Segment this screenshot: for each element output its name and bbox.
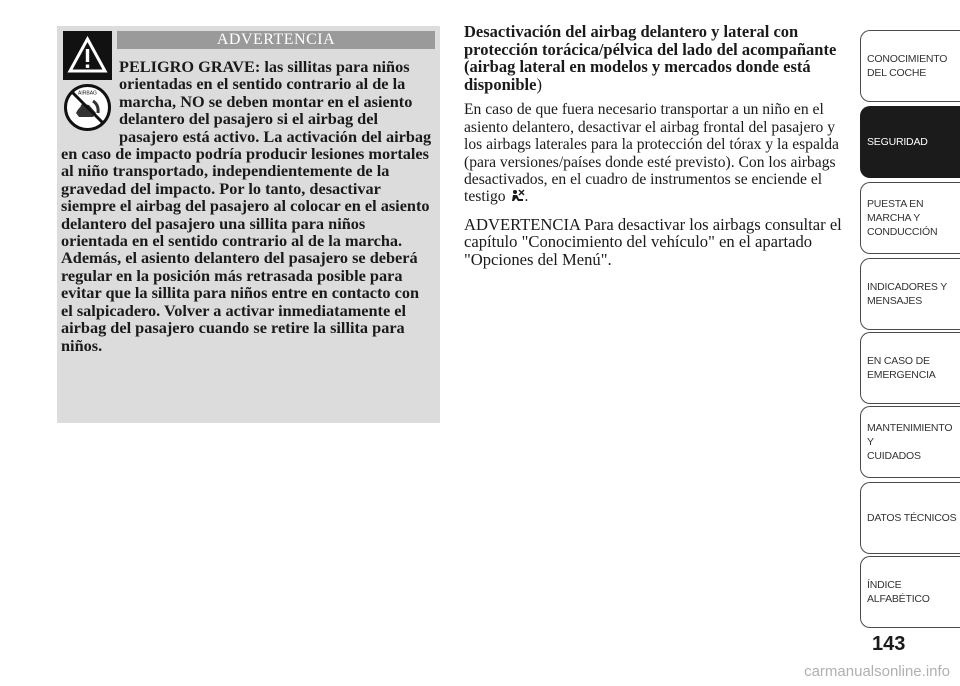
tab-puesta-en-marcha[interactable]: [860, 182, 960, 254]
tab-label: ALFABÉTICO: [867, 593, 930, 605]
tab-label: MARCHA Y: [867, 212, 921, 224]
tab-seguridad[interactable]: [860, 106, 960, 178]
advertencia-paragraph: ADVERTENCIA Para desactivar los airbags consultar el capítulo "Conocimiento del vehículo" en el apartado "Opciones del Menú".: [464, 214, 842, 269]
tab-label: DATOS TÉCNICOS: [867, 512, 957, 524]
tab-label: DEL COCHE: [867, 67, 927, 79]
tab-label: ÍNDICE: [867, 579, 902, 591]
tab-label: INDICADORES Y: [867, 281, 948, 293]
passenger-airbag-off-icon: [510, 189, 525, 203]
tab-label: CONDUCCIÓN: [867, 226, 938, 238]
warning-body: PELIGRO GRAVE: las sillitas para niños orientadas en el sentido contrario al de la marcha, NO se deben montar en el asiento delantero del pasajero si el airbag del pasajero está activo. La activación del airbag en caso de impacto podría producir lesiones mortales al niño transportado, independientemente de la gravedad del impacto. Por lo tanto, desactivar siempre el airbag del pasajero al colocar en el asiento delantero del pasajero una sillita para niños orientada en el sentido contrario al de la marcha. Además, el asiento delantero del pasajero se deberá regular en la posición más retrasada posible para evitar que la sillita para niños entre en contacto con el salpicadero. Volver a activar inmediatamente el airbag del pasajero cuando se retire la sillita para niños.: [61, 57, 432, 355]
tab-indicadores-y-mensajes[interactable]: [860, 258, 960, 330]
watermark: carmanualsonline.info: [804, 663, 950, 680]
deactivation-text-end: .: [524, 188, 529, 206]
tab-indice-alfabetico[interactable]: [860, 556, 960, 628]
tab-label: PUESTA EN: [867, 198, 924, 210]
tab-mantenimiento-y-cuidados[interactable]: [860, 406, 960, 478]
airbag-deactivation-section: [464, 23, 846, 269]
tab-datos-tecnicos[interactable]: [860, 482, 960, 554]
tab-label: EN CASO DE: [867, 355, 930, 367]
deactivation-paragraph: [464, 101, 846, 205]
page-number: 143: [872, 633, 906, 655]
section-title-text: Desactivación del airbag delantero y lateral con protección torácica/pélvica del lado del acompañante (airbag lateral en modelos y mercados donde está disponible: [464, 22, 837, 94]
airbag-label: AIRBAG: [78, 90, 97, 97]
deactivation-text: En caso de que fuera necesario transportar a un niño en el asiento delantero, desactivar el airbag frontal del pasajero y los airbags laterales para la protección del tórax y la espalda (para versiones/países donde esté previsto). Con los airbags desactivados, en el cuadro de instrumentos se enciende el testigo: [464, 101, 839, 206]
tab-label: CONOCIMIENTO: [867, 53, 948, 65]
tab-en-caso-de-emergencia[interactable]: [860, 332, 960, 404]
tab-label: CUIDADOS: [867, 450, 921, 462]
tab-conocimiento-del-coche[interactable]: [860, 30, 960, 102]
tab-label: SEGURIDAD: [867, 136, 928, 148]
tab-label: EMERGENCIA: [867, 369, 936, 381]
section-title-close: ): [536, 74, 542, 94]
tab-label: MANTENIMIENTO Y: [867, 422, 953, 448]
tab-label: MENSAJES: [867, 295, 922, 307]
warning-text-container: [61, 58, 433, 354]
warning-header: ADVERTENCIA: [117, 31, 435, 49]
section-title: [464, 23, 846, 93]
